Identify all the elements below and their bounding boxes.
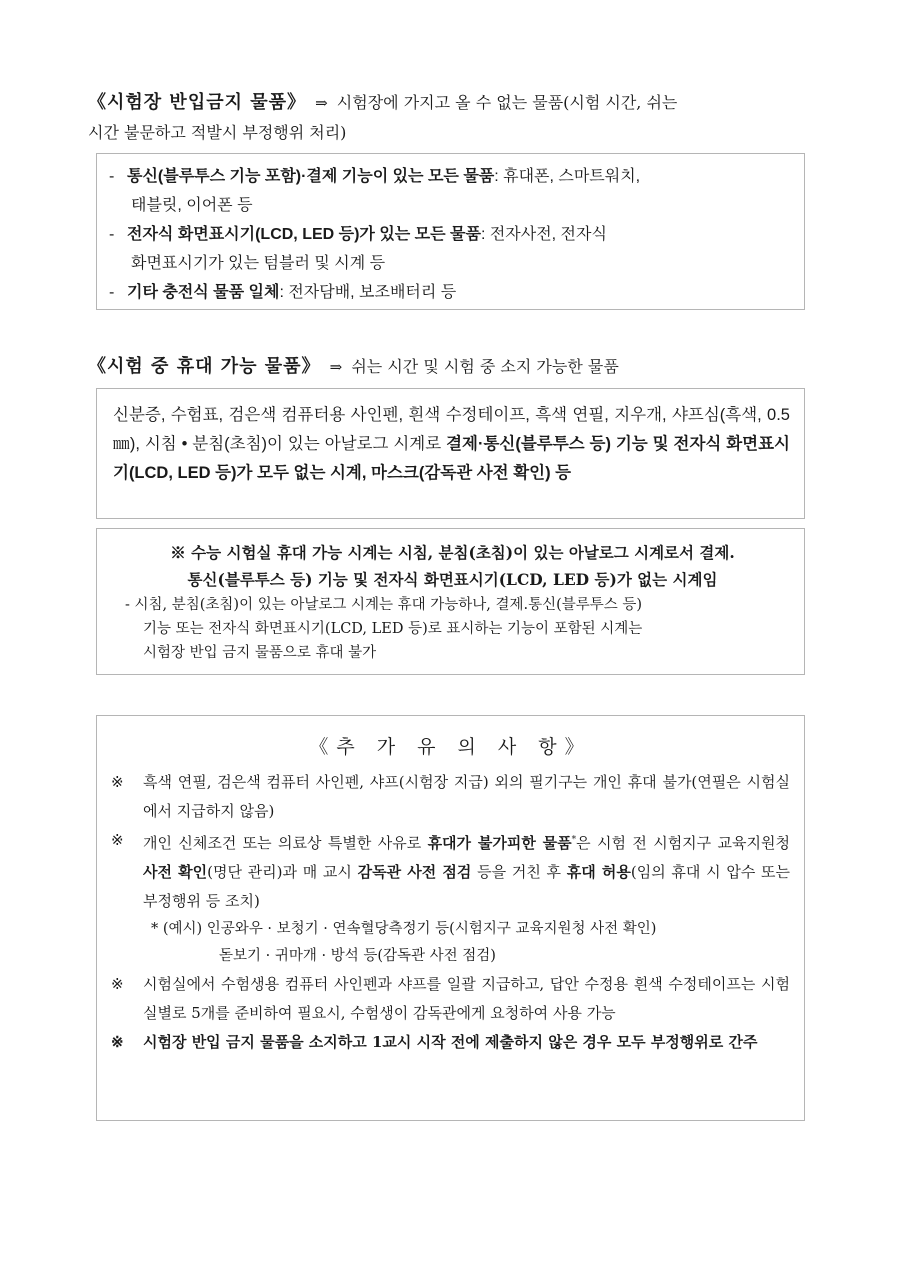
allowed-items-description: 쉬는 시간 및 시험 중 소지 가능한 물품 (351, 357, 619, 376)
note-text: 흑색 연필, 검은색 컴퓨터 사인펜, 샤프(시험장 지급) 외의 필기구는 개인 휴대 불가(연필은 시험실에서 지급하지 않음) (143, 773, 790, 820)
watch-note-detail (115, 593, 790, 665)
prohibited-items-description-cont (88, 118, 818, 148)
prohibited-items-heading (88, 88, 818, 118)
additional-notes-box (96, 715, 805, 1121)
watch-note-headline (115, 539, 790, 593)
prohibited-items-title: 《시험장 반입금지 물품》 (88, 92, 307, 113)
item-examples-cont: 태블릿, 이어폰 등 (131, 197, 253, 214)
footnote-examples (111, 916, 790, 970)
reference-mark-icon: ※ (111, 1033, 124, 1051)
note-emphasis: 휴대 허용 (566, 863, 631, 881)
additional-note (111, 768, 790, 826)
allowed-items-list: 신분증, 수험표, 검은색 컴퓨터용 사인펜, 흰색 수정테이프, 흑색 연필, 지우개, 샤프심(흑색, 0.5㎜), 시침 • 분침(초침)이 있는 아날로그 시계로 (113, 406, 790, 453)
allowed-items-heading (88, 352, 818, 382)
item-examples: : 전자사전, 전자식 (480, 226, 607, 243)
dash-bullet: - (109, 284, 115, 301)
prohibited-items-description-line2: 시간 불문하고 적발시 부정행위 처리) (88, 123, 347, 142)
footnote-example-line1: * (예시) 인공와우 · 보청기 · 연속혈당측정기 등(시험지구 교육지원청 사전 확인) (151, 921, 657, 937)
reference-mark-icon: ※ (170, 543, 186, 562)
watch-note-line2: 통신(블루투스 등) 기능 및 전자식 화면표시기(LCD, LED 등)가 없는 시계임 (187, 570, 718, 589)
note-emphasis: 휴대가 불가피한 물품 (427, 834, 572, 852)
additional-notes-title: 《추 가 유 의 사 항》 (309, 736, 592, 758)
footnote-marker: * (571, 835, 577, 845)
dash-bullet: - (109, 168, 115, 185)
reference-mark-icon: ※ (111, 831, 124, 849)
dash-bullet: - (109, 226, 115, 243)
allowed-items-text (113, 401, 790, 488)
item-category: 기타 충전식 물품 일체 (127, 284, 280, 301)
watch-note-detail-line2: 기능 또는 전자식 화면표시기(LCD, LED 등)로 표시하는 기능이 포함된 시계는 (143, 621, 643, 637)
item-category: 통신(블루투스 기능 포함)·결제 기능이 있는 모든 물품 (127, 168, 495, 185)
watch-note-line1: 수능 시험실 휴대 가능 시계는 시침, 분침(초침)이 있는 아날로그 시계로서 결제. (191, 543, 735, 562)
prohibited-item (109, 278, 792, 307)
item-examples-cont: 화면표시기가 있는 텀블러 및 시계 등 (131, 255, 386, 272)
note-text: 개인 신체조건 또는 의료상 특별한 사유로 (143, 834, 428, 852)
prohibited-item (109, 162, 792, 220)
reference-mark-icon: ※ (111, 773, 124, 791)
prohibited-item (109, 220, 792, 278)
note-text: (명단 관리)과 매 교시 (207, 863, 358, 881)
item-category: 전자식 화면표시기(LCD, LED 등)가 있는 모든 물품 (127, 226, 481, 243)
allowed-items-title: 《시험 중 휴대 가능 물품》 (88, 356, 321, 377)
arrow-icon: ⇒ (315, 94, 328, 112)
additional-note (111, 970, 790, 1028)
dash-bullet: - (125, 597, 130, 613)
allowed-items-box (96, 388, 805, 519)
allowed-watch-condition: 결제·통신(블루투스 등) 기능 및 전자식 화면표시기(LCD, LED 등)가 모두 없는 시계, 마스크(감독관 사전 확인) 등 (113, 435, 790, 482)
footnote-example-line2: 돋보기 · 귀마개 · 방석 등(감독관 사전 점검) (219, 948, 496, 964)
reference-mark-icon: ※ (111, 975, 124, 993)
item-examples: : 휴대폰, 스마트워치, (494, 168, 641, 185)
additional-note-warning (111, 1028, 790, 1057)
watch-note-detail-line1: 시침, 분침(초침)이 있는 아날로그 시계는 휴대 가능하나, 결제.통신(블루투스 등) (134, 597, 643, 613)
note-text: 등을 거친 후 (471, 863, 567, 881)
note-emphasis: 감독관 사전 점검 (357, 863, 472, 881)
note-text: 은 시험 전 시험지구 교육지원청 (576, 834, 790, 852)
watch-note-detail-line3: 시험장 반입 금지 물품으로 휴대 불가 (143, 645, 377, 661)
item-examples: : 전자담배, 보조배터리 등 (279, 284, 457, 301)
prohibited-items-box (96, 153, 805, 310)
note-text: (임의 휴대 시 압수 또는 부정행위 등 조치) (143, 863, 790, 910)
note-text: 시험장 반입 금지 물품을 소지하고 1교시 시작 전에 제출하지 않은 경우 모두 부정행위로 간주 (143, 1033, 758, 1051)
prohibited-items-description: 시험장에 가지고 올 수 없는 물품(시험 시간, 쉬는 (336, 93, 678, 112)
watch-note-box (96, 528, 805, 675)
arrow-icon: ⇒ (329, 358, 343, 376)
additional-note (111, 826, 790, 916)
note-text: 시험실에서 수험생용 컴퓨터 사인펜과 샤프를 일괄 지급하고, 답안 수정용 흰색 수정테이프는 시험실별로 5개를 준비하여 필요시, 수험생이 감독관에게 요청하여 사용 가능 (143, 975, 790, 1022)
note-emphasis: 사전 확인 (143, 863, 208, 881)
